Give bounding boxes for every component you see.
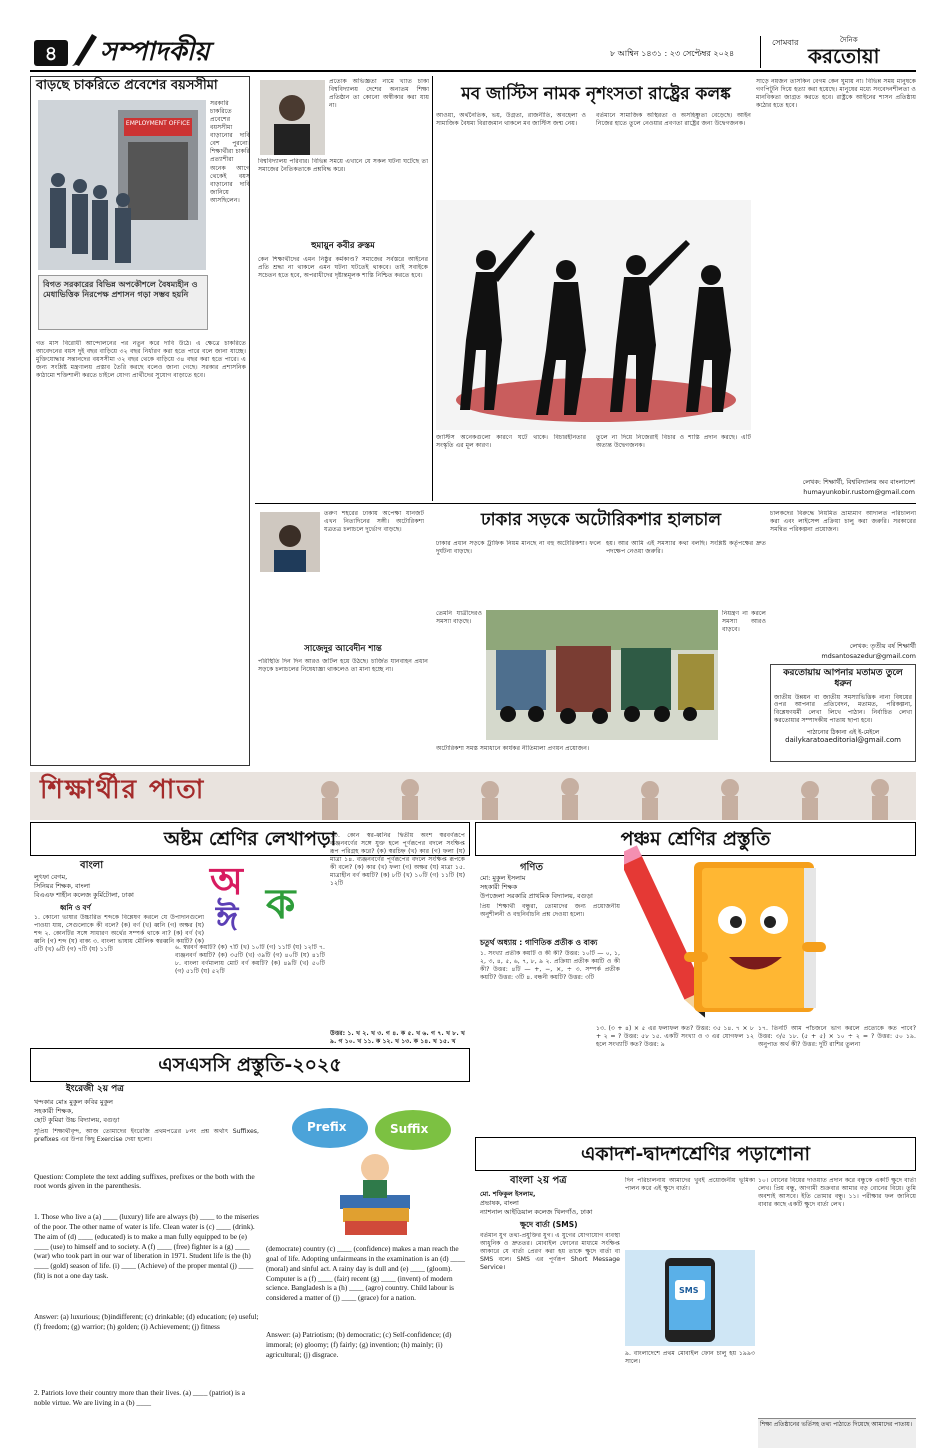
story-divider <box>255 503 916 504</box>
hsc-body1: বর্তমান যুগ তথ্য-প্রযুক্তির যুগ। এ যুগের যোগাযোগ ব্যবস্থা আধুনিক ও দ্রুততর। মোবাইল ফোনের মাধ্যমে সংক্ষিপ্ত আকারে যে বার্তা প্রেরণ করা হয় তাকে ক্ষুদে বার্তা বা SMS বলে। SMS এর পূর্ণরূপ Short Message Service। <box>480 1232 620 1272</box>
story2-body2: পরিস্থিতি দিন দিন আরও জটিল হয়ে উঠছে। চার্জিত যানবাহন প্রধান সড়কে চলাচলের নিষেধাজ্ঞা থাকলেও তা মানা হচ্ছে না। <box>258 658 428 674</box>
pen-icon <box>70 30 100 66</box>
story2-colL: তেমনি যাত্রীদেরও সমস্যা বাড়ছে। <box>436 610 482 626</box>
hsc-note: শিক্ষা প্রতিষ্ঠানের ভর্তিসহ তথ্য পাঠাতে দিয়েছে আমাদের পাতায়। <box>758 1418 916 1448</box>
class8-topic: ধ্বনি ও বর্ণ <box>60 904 91 912</box>
ssc-question: Question: Complete the text adding suffixes, prefixes or the both with the root words given in the parenthesis. <box>34 1172 255 1191</box>
opinion-title: করতোয়ায় আপনার মতামত তুলে ধরুন <box>783 668 903 690</box>
ssc-school: ছোট কুমিরা উচ্চ বিদ্যালয়, বগুড়া <box>34 1116 120 1124</box>
class8-subject: বাংলা <box>80 860 104 871</box>
prefix-suffix-art <box>285 1100 455 1240</box>
class8-title: অষ্টম শ্রেণির লেখাপড়া <box>30 822 470 856</box>
suffix-word: Suffix <box>390 1122 429 1136</box>
ssc-author: খন্দকার মোঃ মুকুল কবির মুকুল <box>34 1098 113 1106</box>
ssc-passage2: 2. Patriots love their country more than their lives. (a) ____ (patriot) is a noble virtue. We are living in a (b) ____ <box>34 1388 245 1407</box>
hsc-designation: প্রভাষক, বাংলা <box>480 1199 519 1207</box>
hsc-author: মো. শফিকুল ইসলাম, <box>480 1190 536 1198</box>
lead-author: লেখক: শিক্ষার্থী, বিশ্ববিদ্যালয় অব বাংলাদেশ <box>802 478 915 486</box>
sms-phone-image <box>625 1250 755 1346</box>
ssc-title: এসএসসি প্রস্তুতি-২০২৫ <box>30 1048 470 1082</box>
class5-questions1: ১. সংখ্যা প্রতীক কয়টি ও কী কী? উত্তর: ১০টি — ০, ১, ২, ৩, ৪, ৫, ৬, ৭, ৮, ৯ ২. প্রক্রিয়া প্রতীক কয়টি ও কী কী? উত্তর: ৪টি — +, −, ×, ÷ ৩. সম্পর্ক প্রতীক কয়টি? উত্তর: ৩টি ৪. বন্ধনী কয়টি? উত্তর: ৩টি <box>480 950 620 982</box>
opinion-email-label: পাঠানোর ঠিকানা এই ই-মেইলে <box>806 728 880 736</box>
ssc-designation: সহকারী শিক্ষক, <box>34 1107 74 1115</box>
story2-colR: নিয়ন্ত্রণ না করলে সমস্যা আরও বাড়বে। <box>722 610 766 634</box>
class8-questions1: ১. কোনো ভাষার উচ্চারিত শব্দকে বিশ্লেষণ করলে যে উপাদানগুলো পাওয়া যায়, সেগুলোকে কী বলে? (ক) বর্ণ (খ) ধ্বনি (গ) অক্ষর (ঘ) শব্দ ২. কোনটির সঙ্গে সাধারণ অর্থের সম্পর্ক থাকে না? (ক) বর্ণ (খ) ধ্বনি (গ) শব্দ (ঘ) বাক্য ৩. বাংলা ভাষায় মৌলিক স্বরধ্বনি কয়টি? (ক) ৫টি (খ) ৬টি (গ) ৭টি (ঘ) ১১টি <box>34 914 204 954</box>
page-number: ৪ <box>34 40 68 66</box>
bangla-letters-art <box>208 858 318 944</box>
col2-body3: কেন শিক্ষার্থীদের এমন নিষ্ঠুর কর্মকাণ্ড? সমাজের সর্বস্তরে আইনের প্রতি শ্রদ্ধা না থাকলে এমন ঘটনা ঘটতেই থাকবে। তাই সবাইকে সচেতন হতে হবে, অপরাধীদের দৃষ্টান্তমূলক শাস্তি নিশ্চিত করতে হবে। <box>258 256 428 280</box>
class8-school: বিএএফ শাহীন কলেজ কুর্মিটোলা, ঢাকা <box>34 891 134 899</box>
brand-small: দৈনিক <box>840 36 858 44</box>
letter-ii: ঈ <box>216 899 239 939</box>
sms-label: SMS <box>679 1286 699 1295</box>
letter-ka: ক <box>266 879 296 928</box>
hsc-subject: বাংলা ২য় পত্র <box>510 1175 567 1186</box>
class5-chapter: চতুর্থ অধ্যায় : গাণিতিক প্রতীক ও বাক্য <box>480 938 598 947</box>
class5-subject: গণিত <box>520 862 543 873</box>
class5-questions2: ১৩. (৩ + ৪) × ৫ এর ফলাফল কত? উত্তর: ৩৫ ১৪. ৭ × ৮ + ২ = ? উত্তর: ৫৮ ১৫. একটি সংখ্যা ও ৩ এর যোগফল ১২ হলে সংখ্যাটি কত? উত্তর: ৯ <box>596 1025 754 1049</box>
col-divider <box>432 76 433 501</box>
students-banner-title: শিক্ষার্থীর পাতা <box>40 775 206 805</box>
ssc-passage1: 1. Those who live a (a) ____ (luxury) life are always (b) ____ to the miseries of the poor. The other name of water is life. Clean water is (c) ____ (drink). The aim of (d) ____ (educated) is to make a man fully equipped to be (e) ____ (use) to himself and to society. A (f) ____ (free) fighter is a (g) ____ (war) who took part in our war of liberation in 1971. Student life is the (h) ____ (gold) season of life. (i) ____ (Achieve) of the proper mental (j) ____ (fit) is not a one day task. <box>34 1212 259 1281</box>
office-sign: EMPLOYMENT OFFICE <box>125 120 191 127</box>
lead-headline: মব জাস্টিস নামক নৃশংসতা রাষ্ট্রের কলঙ্ক <box>461 84 731 104</box>
lead-bottom2: তুলে না দিয়ে নিজেরাই বিচার ও শাস্তি প্রদান করছে। এটি অত্যন্ত উদ্বেগজনক। <box>596 434 751 450</box>
class5-questions3: ১৭. তিনটি আম পাঁচজনে ভাগ করলে প্রত্যেকে কত পাবে? উত্তর: ৩/৫ ১৮. (৫ + ৫) × ১০ ÷ ২ = ? উত্তর: ৫০ ১৯. অনুপাত অর্থ কী? উত্তর: দুটি রাশির তুলনা <box>758 1025 916 1049</box>
lead-bottom1: জাস্টিস অনেকগুলো কারণে ঘটে থাকে। বিচারহীনতার সংস্কৃতি এর মূল কারণ। <box>436 434 586 450</box>
hsc-body2: দিন পরিচালনায় আমাদের খুবই প্রয়োজনীয় ভূমিকা পালন করে এই ক্ষুদে বার্তা। <box>625 1177 755 1193</box>
brand-logo: করতোয়া <box>808 44 880 68</box>
hsc-body4: ১০। বোনের বিয়ের দাওয়াত প্রদান করে বন্ধুকে একটি ক্ষুদে বার্তা লেখ। প্রিয় বন্ধু, আগামী শুক্রবার আমার বড় বোনের বিয়ে। তুমি অবশ্যই আসবে। ইতি তোমার বন্ধু। ১১। পরীক্ষার ফল জানিয়ে বাবার কাছে একটি ক্ষুদে বার্তা লেখ। <box>758 1177 916 1209</box>
header-day: সোমবার <box>772 38 799 47</box>
col1-headline: বাড়ছে চাকরিতে প্রবেশের বয়সসীমা <box>36 78 218 93</box>
ssc-answer1: Answer: (a) luxurious; (b)indifferent; (c) drinkable; (d) education; (e) useful; (f) freedom; (g) warrior; (h) golden; (i) Achievement; (j) fitness <box>34 1312 259 1331</box>
ssc-intro: সুপ্রিয় শিক্ষার্থীবৃন্দ, আজ তোমাদের ইংরেজি প্রথমপত্রের ৮নং প্রশ্ন অর্থাৎ Suffixes, prefixes এর উপর কিছু Exercise দেয়া হলো। <box>34 1128 259 1144</box>
ssc-passage2-cont: (democrate) country (c) ____ (confidence) makes a man reach the goal of life. Adopting unfairmeans in the examination is an (d) ____ (moral) and sinful act. A rainy day is dull and (e) ____ (gloom). Computer is a (f) ____ (fair) recent (g) ____ (invent) of modern science. Bangladesh is a (h) ____ (agro) country. Child labour is considered a matter of (j) ____ (grace) for a nation. <box>266 1244 465 1303</box>
class5-author: মো: মুকুল ইসলাম <box>480 874 526 882</box>
story2-bottom: অটোরিকশা সমস্ত সমাধানে কার্যকর নীতিমালা প্রণয়ন প্রয়োজন। <box>436 745 590 752</box>
lead-text2: বর্তমানে সামাজিক অস্থিরতা ও অসহিষ্ণুতা বেড়েছে। আইন নিজের হাতে তুলে নেওয়ার প্রবণতা রাষ্ট্রের জন্য উদ্বেগজনক। <box>596 112 751 128</box>
story2-colB: হয়। আর আমি এই সমস্যার কথা বলছি। সংশ্লিষ্ট কর্তৃপক্ষের দ্রুত পদক্ষেপ নেওয়া জরুরি। <box>606 540 766 556</box>
author-photo <box>260 80 325 155</box>
header-rule <box>30 70 916 72</box>
opinion-email[interactable]: dailykaratoaeditorial@gmail.com <box>785 736 901 744</box>
header-divider <box>760 36 761 68</box>
mob-violence-image <box>436 200 751 430</box>
class5-title: পঞ্চম শ্রেণির প্রস্তুতি <box>475 822 916 856</box>
story2-headline: ঢাকার সড়কে অটোরিকশার হালচাল <box>480 510 722 530</box>
hsc-title: একাদশ-দ্বাদশশ্রেণির পড়াশোনা <box>475 1137 916 1171</box>
story2-author: লেখক: তৃতীয় বর্ষ শিক্ষার্থী <box>849 642 916 650</box>
col1-side-text: সরকারি চাকরিতে প্রবেশের বয়সসীমা বাড়ানোর দাবি বেশ পুরনো। শিক্ষার্থীরা চাকরি প্রত্যাশীরা অনেক আগে থেকেই বয়স বাড়ানোর দাবি জানিয়ে আসছিলেন। <box>210 100 250 204</box>
class8-designation: সিনিয়র শিক্ষক, বাংলা <box>34 882 91 890</box>
lead-right-column: সাড়ে নয়জন তাসকিন বেগম কেন ঘুমায় না। বিভিন্ন সময় মানুষকে গণপিটুনি দিয়ে হত্যা করা হয়েছে। মানুষের মধ্যে সংবেদনশীলতা ও মানবিকতা জাগ্রত করতে হবে। রাষ্ট্রকে আইনের শাসন প্রতিষ্ঠায় কঠোর হতে হবে। <box>756 78 916 110</box>
ssc-subject: ইংরেজী ২য় পত্র <box>66 1084 124 1094</box>
class5-designation: সহকারী শিক্ষক <box>480 883 518 891</box>
col2-body2: বিশ্ববিদ্যালয় পরিবার। বিভিন্ন সময়ে এখানে যে সকল ঘটনা ঘটেছে তা সমাজের নৈতিকতাকে প্রশ্নবিদ্ধ করে। <box>258 158 428 174</box>
prefix-word: Prefix <box>307 1120 347 1134</box>
story2-email: mdsantosazedur@gmail.com <box>821 652 916 660</box>
col1-body: গত মাস বিরোধী আন্দোলনের পর নতুন করে দাবি উঠে। এ ক্ষেত্রে চাকরিতে আবেদনের বয়স দুই বছর বাড়িয়ে ৩২ বছর নির্ধারণ করা হতে পারে বলে জানা যাচ্ছে। মুক্তিযোদ্ধার সন্তানদের বয়সসীমা ৩২ বছর থেকে বাড়িয়ে ৩৪ বছর করা হতে পারে। এ জন্য সংশ্লিষ্ট মন্ত্রণালয় প্রস্তাব তৈরি করছে বলেও জানা গেছে। সরকার প্রশাসনিক কাঠামো শক্তিশালী করতে চাইলে যোগ্য প্রার্থীদের সুযোগ বাড়াতে হবে। <box>36 340 246 380</box>
class8-answers: উত্তর: ১. খ ২. খ ৩. গ ৪. ক ৫. খ ৬. গ ৭. খ ৮. খ ৯. গ ১০. খ ১১. ক ১২. খ ১৩. ক ১৪. খ ১৫. খ <box>330 1030 465 1046</box>
col2-byline: হুমায়ুন কবীর রুস্তম <box>311 241 375 251</box>
hsc-body3: ৯. বাংলাদেশে প্রথম মোবাইল ফোন চালু হয় ১৯৯৩ সালে। <box>625 1350 755 1366</box>
class8-questions3: ১৩. কোন স্বর-ধ্বনির দ্বিতীয় অংশ স্বরবর্ণরূপে ব্যঞ্জনবর্ণের সঙ্গে যুক্ত হলে পূর্ণরূপের বদলে সংক্ষিপ্ত রূপ পরিগ্রহ করে? (ক) স্বরচিহ্ন (খ) কার (গ) ফলা (ঘ) মাত্রা ১৪. ব্যঞ্জনবর্ণের পূর্ণরূপের বদলে সংক্ষিপ্ত রূপকে কী বলে? (ক) কার (খ) ফলা (গ) অক্ষর (ঘ) মাত্রা ১৫. মাত্রাহীন বর্ণ কয়টি? (ক) ৮টি (খ) ১০টি (গ) ১১টি (ঘ) ১২টি <box>330 832 465 888</box>
lead-email: humayunkobir.rustom@gmail.com <box>803 488 915 496</box>
autorickshaw-image <box>486 610 718 740</box>
lead-text1: আওয়া, অর্থনৈতিক, ভয়, উগ্রতা, রাজনীতি, অবহেলা ও সামাজিক বৈষম্য বিরাজমান থাকলে মব জাস্টিস জন্ম নেয়। <box>436 112 586 128</box>
letter-a: অ <box>210 859 243 903</box>
hsc-school: ন্যাশনাল আইডিয়াল কলেজ খিলগাঁও, ঢাকা <box>480 1208 593 1216</box>
class5-intro: প্রিয় শিক্ষার্থী বন্ধুরা, তোমাদের জন্য প্রয়োজনীয় অনুশীলনী ও বহুনির্বাচনি প্রশ্ন দেওয়া হলো। <box>480 903 620 919</box>
section-title: সম্পাদকীয় <box>100 37 210 67</box>
story2-colA: ঢাকার প্রধান সড়কে ট্রাফিক নিয়ম মানছে না বহু অটোরিকশা। ফলে দুর্ঘটনা বাড়ছে। <box>436 540 601 556</box>
opinion-text: জাতীয় উন্নয়ন বা জাতীয় সমস্যাভিত্তিক নানা বিষয়ের ওপর আপনার প্রতিবেদন, মতামত, পরিকল্পনা, বিশ্লেষণধর্মী লেখা লিখে পাঠান। নির্বাচিত লেখা করতোয়ার সম্পাদকীয় পাতায় ছাপা হবে। <box>774 693 912 724</box>
col1-caption: বিগত সরকারের বিভিন্ন অপকৌশলে বৈষম্যহীন ও মেধাভিত্তিক নিরপেক্ষ প্রশাসন গড়া সম্ভব হয়নি <box>38 275 208 330</box>
story2-body1: তরুণ শহরের ঢাকায় অপেক্ষা যানজট এখন নিত্যদিনের সঙ্গী। অটোরিকশা যত্রতত্র চলাচলে দুর্ভোগ বাড়ছে। <box>324 510 424 534</box>
story2-right: চালকদের বিরুদ্ধে নিয়মিত ভ্রাম্যমাণ আদালত পরিচালনা করা এবং লাইসেন্স প্রক্রিয়া চালু করা জরুরি। সরকারের সমন্বিত পরিকল্পনা প্রয়োজন। <box>770 510 916 534</box>
story2-byline: সাজেদুর আবেদীন শান্ত <box>304 644 382 654</box>
employment-office-image <box>38 100 206 270</box>
header-date: ৮ আশ্বিন ১৪৩১ : ২৩ সেপ্টেম্বর ২০২৪ <box>610 49 735 58</box>
col2-body1: প্রত্যেক অভিজ্ঞতা নামে খ্যাত চাকা বিশ্ববিদ্যালয় দেশের অন্যতম শিক্ষা প্রতিষ্ঠান তা কোনো অস্বীকার করা যায় না। <box>329 78 429 110</box>
class8-questions2: ৬. স্বরবর্ণ কয়টি? (ক) ৭টি (খ) ১০টি (গ) ১১টি (ঘ) ১২টি ৭. ব্যঞ্জনবর্ণ কয়টি? (ক) ৩৫টি (খ) ৩৯টি (গ) ৪০টি (ঘ) ৪১টি ৮. বাংলা বর্ণমালায় মোট বর্ণ কয়টি? (ক) ৪৯টি (খ) ৫০টি (গ) ৫১টি (ঘ) ৫২টি <box>175 944 325 976</box>
hsc-topic: ক্ষুদে বার্তা (SMS) <box>520 1220 578 1229</box>
ssc-answer2: Answer: (a) Patriotism; (b) democratic; (c) Self-confidence; (d) immoral; (e) gloomy; (f) fairly; (g) invention; (h) mainly; (i) agricultural; (j) disgrace. <box>266 1330 452 1359</box>
opinion-box <box>770 664 916 762</box>
class5-school: উপজেলা সরকারি প্রাথমিক বিদ্যালয়, বগুড়া <box>480 892 593 900</box>
class8-author: লুৎফা বেগম, <box>34 873 68 881</box>
book-pencil-art <box>624 832 834 1032</box>
story2-author-photo <box>260 512 320 572</box>
